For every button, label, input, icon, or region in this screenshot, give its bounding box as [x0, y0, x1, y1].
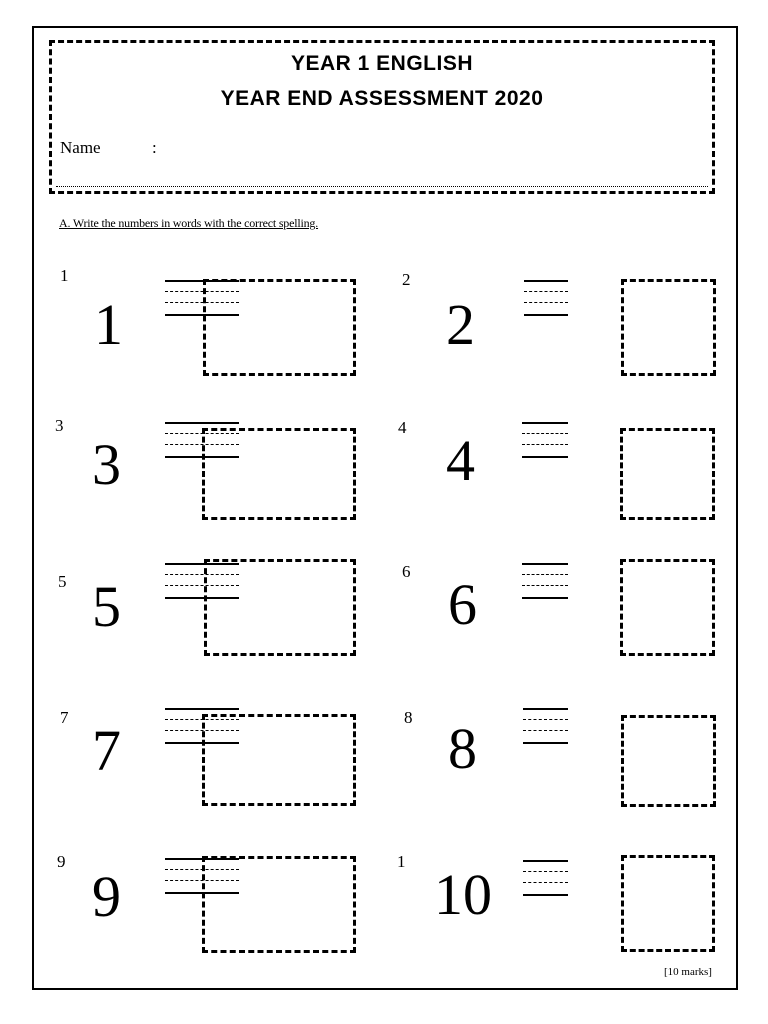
question-10-answer-box[interactable] [621, 855, 715, 952]
question-4-writing-guide [522, 422, 568, 458]
question-9-numeral: 9 [92, 864, 121, 929]
header-divider [56, 186, 708, 187]
question-3-answer-box[interactable] [202, 428, 356, 520]
question-8-index: 8 [404, 708, 413, 727]
title-line-1: YEAR 1 ENGLISH [290, 52, 474, 75]
question-10-writing-guide [523, 860, 568, 896]
question-8-answer-box[interactable] [621, 715, 716, 807]
question-2-writing-guide [524, 280, 568, 316]
section-instruction: A. Write the numbers in words with the correct spelling. [59, 216, 319, 230]
header-box [49, 40, 715, 194]
question-5-numeral: 5 [92, 574, 121, 639]
question-7-index: 7 [60, 708, 69, 727]
question-3-numeral: 3 [92, 432, 121, 497]
question-9-index: 9 [57, 852, 66, 871]
name-colon: : [152, 138, 157, 157]
question-9-answer-box[interactable] [202, 856, 356, 953]
question-8-writing-guide [523, 708, 568, 744]
question-8-numeral: 8 [448, 716, 477, 781]
question-3-index: 3 [55, 416, 64, 435]
question-4-answer-box[interactable] [620, 428, 715, 520]
question-6-answer-box[interactable] [620, 559, 715, 656]
question-1-numeral: 1 [94, 292, 123, 357]
question-7-numeral: 7 [92, 718, 121, 783]
question-10-index: 1 [397, 852, 406, 871]
question-1-answer-box[interactable] [203, 279, 356, 376]
question-2-numeral: 2 [446, 292, 475, 357]
name-label: Name [60, 138, 101, 157]
question-4-index: 4 [398, 418, 407, 437]
question-2-answer-box[interactable] [621, 279, 716, 376]
question-10-numeral: 10 [434, 862, 492, 927]
total-marks-label: [10 marks] [664, 966, 712, 978]
question-2-index: 2 [402, 270, 411, 289]
question-5-answer-box[interactable] [204, 559, 356, 656]
question-7-answer-box[interactable] [202, 714, 356, 806]
question-4-numeral: 4 [446, 428, 475, 493]
question-5-index: 5 [58, 572, 67, 591]
question-6-numeral: 6 [448, 572, 477, 637]
question-6-index: 6 [402, 562, 411, 581]
question-1-index: 1 [60, 266, 69, 285]
title-line-2: YEAR END ASSESSMENT 2020 [220, 87, 544, 110]
question-6-writing-guide [522, 563, 568, 599]
